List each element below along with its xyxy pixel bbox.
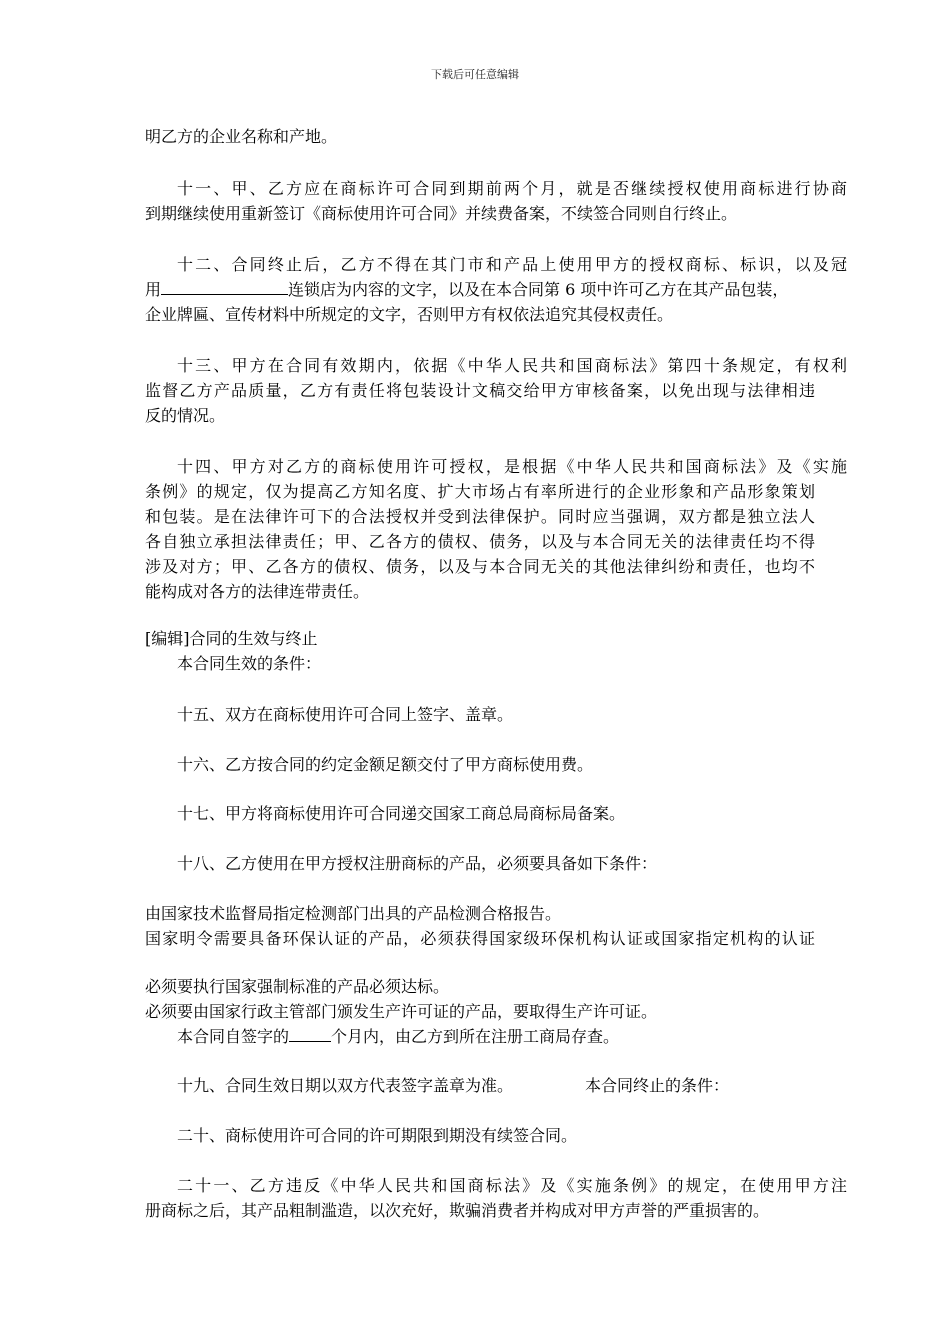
termination-title: 本合同终止的条件： xyxy=(585,1076,730,1095)
conditions-title: 本合同生效的条件： xyxy=(177,654,322,673)
clause-14-line-5: 涉及对方；甲、乙各方的债权、债务，以及与本合同无关的其他法律纠纷和责任，也均不 xyxy=(145,557,815,576)
clause-21-line-1: 二十一、乙方违反《中华人民共和国商标法》及《实施条例》的规定，在使用甲方注 xyxy=(177,1176,847,1195)
clause-12-prefix: 用 xyxy=(145,280,162,299)
clause-19-line xyxy=(145,1073,847,1098)
clause-21-line-2: 册商标之后，其产品粗制滥造，以次充好，欺骗消费者并构成对甲方声誉的严重损害的。 xyxy=(145,1201,770,1220)
clause-13-line-2: 监督乙方产品质量，乙方有责任将包装设计文稿交给甲方审核备案，以免出现与法律相违 xyxy=(145,381,815,400)
blank-fill-months[interactable] xyxy=(289,1024,331,1042)
clause-12-line-2 xyxy=(145,277,815,302)
clause-16: 十六、乙方按合同的约定金额足额交付了甲方商标使用费。 xyxy=(177,755,594,774)
filing-deadline-line xyxy=(145,1024,847,1049)
section-heading: [编辑]合同的生效与终止 xyxy=(145,629,318,648)
clause-18: 十八、乙方使用在甲方授权注册商标的产品，必须要具备如下条件： xyxy=(177,854,658,873)
condition-item-2: 国家明令需要具备环保认证的产品，必须获得国家级环保机构认证或国家指定机构的认证 xyxy=(145,929,815,948)
clause-12-line-1: 十二、合同终止后，乙方不得在其门市和产品上使用甲方的授权商标、标识，以及冠 xyxy=(177,255,847,274)
clause-17: 十七、甲方将商标使用许可合同递交国家工商总局商标局备案。 xyxy=(177,804,626,823)
clause-11-line-2: 到期继续使用重新签订《商标使用许可合同》并续费备案，不续签合同则自行终止。 xyxy=(145,204,738,223)
condition-item-4: 必须要由国家行政主管部门颁发生产许可证的产品，要取得生产许可证。 xyxy=(145,1002,658,1021)
clause-12-suffix: 连锁店为内容的文字，以及在本合同第 6 项中许可乙方在其产品包装， xyxy=(288,280,789,299)
clause-14-line-3: 和包装。是在法律许可下的合法授权并受到法律保护。同时应当强调，双方都是独立法人 xyxy=(145,507,815,526)
page-header: 下载后可任意编辑 xyxy=(431,68,519,81)
clause-13-line-1: 十三、甲方在合同有效期内，依据《中华人民共和国商标法》第四十条规定，有权利 xyxy=(177,356,847,375)
filing-prefix: 本合同自签字的 xyxy=(177,1027,290,1046)
clause-19: 十九、合同生效日期以双方代表签字盖章为准。 xyxy=(177,1076,514,1095)
blank-fill-line[interactable] xyxy=(161,277,288,295)
clause-13-line-3: 反的情况。 xyxy=(145,406,226,425)
clause-14-line-6: 能构成对各方的法律连带责任。 xyxy=(145,582,370,601)
condition-item-1: 由国家技术监督局指定检测部门出具的产品检测合格报告。 xyxy=(145,904,562,923)
clause-14-line-2: 条例》的规定，仅为提高乙方知名度、扩大市场占有率所进行的企业形象和产品形象策划 xyxy=(145,482,815,501)
clause-20: 二十、商标使用许可合同的许可期限到期没有续签合同。 xyxy=(177,1126,578,1145)
clause-12-line-3: 企业牌匾、宣传材料中所规定的文字，否则甲方有权依法追究其侵权责任。 xyxy=(145,305,674,324)
clause-14-line-4: 各自独立承担法律责任；甲、乙各方的债权、债务，以及与本合同无关的法律责任均不得 xyxy=(145,532,815,551)
paragraph-line: 明乙方的企业名称和产地。 xyxy=(145,127,338,146)
condition-item-3: 必须要执行国家强制标准的产品必须达标。 xyxy=(145,977,450,996)
clause-14-line-1: 十四、甲方对乙方的商标使用许可授权，是根据《中华人民共和国商标法》及《实施 xyxy=(177,457,847,476)
filing-suffix: 个月内，由乙方到所在注册工商局存查。 xyxy=(331,1027,620,1046)
clause-15: 十五、双方在商标使用许可合同上签字、盖章。 xyxy=(177,705,514,724)
clause-11-line-1: 十一、甲、乙方应在商标许可合同到期前两个月，就是否继续授权使用商标进行协商 xyxy=(177,179,847,198)
